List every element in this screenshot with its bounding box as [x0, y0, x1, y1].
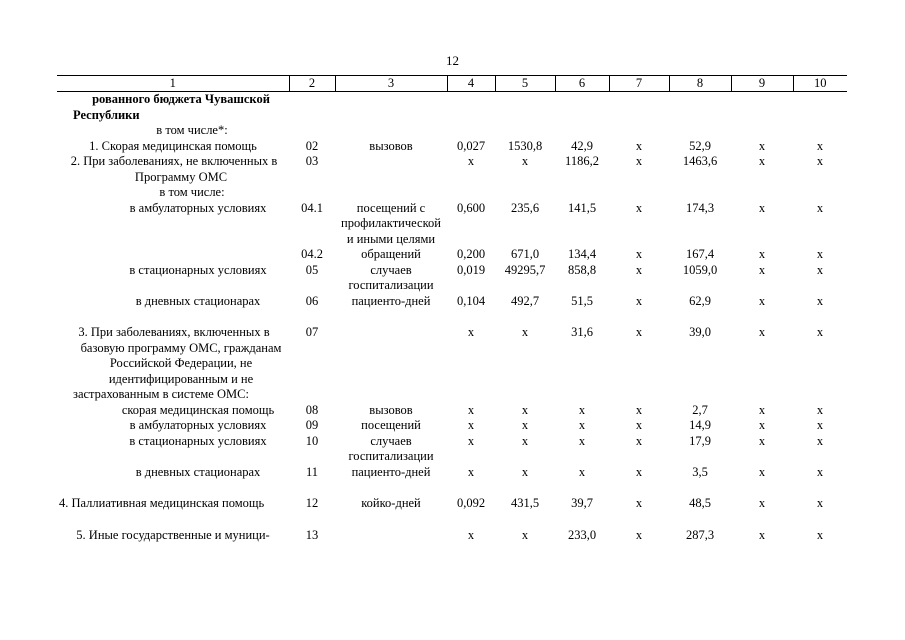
row-unit: [335, 325, 447, 403]
table-row: [57, 92, 847, 124]
table-row: [57, 294, 847, 310]
row-code: 04.1: [301, 200, 323, 215]
table-row: [57, 403, 847, 419]
row-unit: [335, 528, 447, 544]
row-unit: случаев госпитализации: [348, 433, 434, 463]
row-c9: х: [758, 464, 766, 479]
row-name: в том числе:: [159, 185, 225, 199]
col-header-4: 4: [447, 76, 495, 92]
row-c9: х: [758, 293, 766, 308]
row-c4: [447, 185, 495, 201]
row-c8: 1059,0: [682, 262, 718, 277]
col-header-8: 8: [669, 76, 731, 92]
row-code: 10: [305, 433, 319, 448]
row-c5: 492,7: [510, 293, 540, 308]
row-c7: х: [635, 402, 643, 417]
row-c8: 1463,6: [682, 154, 718, 168]
row-c8: 14,9: [689, 418, 711, 432]
row-code: 11: [305, 464, 319, 479]
row-c10: х: [816, 138, 824, 153]
row-c7: х: [635, 527, 643, 542]
row-code: 06: [305, 293, 319, 308]
row-c5: х: [521, 402, 529, 417]
row-name: рованного бюджета Чувашской Республики: [73, 92, 270, 122]
row-code: 13: [305, 527, 319, 542]
row-c8: 174,3: [685, 200, 715, 215]
row-c6: х: [578, 464, 586, 479]
row-code: 03: [305, 154, 319, 168]
table-row: [57, 185, 847, 201]
row-c8: 48,5: [689, 496, 711, 510]
row-c9: х: [758, 418, 766, 432]
col-header-10: 10: [793, 76, 847, 92]
row-unit: [335, 185, 447, 201]
row-c4: х: [467, 433, 475, 448]
row-name: 4. Паллиативная медицинская помощь: [59, 496, 265, 510]
row-c7: х: [635, 200, 643, 215]
row-c6: [555, 123, 609, 139]
row-c10: х: [816, 154, 824, 168]
row-c5: [495, 92, 555, 124]
row-c4: х: [467, 154, 475, 168]
row-name: 5. Иные государственные и муници-: [76, 527, 270, 542]
row-code: 07: [305, 325, 319, 339]
row-c6: 1186,2: [565, 154, 599, 168]
page-number: 12: [446, 53, 459, 68]
row-name: в дневных стационарах: [135, 293, 261, 308]
row-unit: вызовов: [369, 402, 413, 417]
row-c5: х: [521, 433, 529, 448]
row-c8: 62,9: [689, 293, 711, 308]
row-c6: 39,7: [571, 496, 593, 510]
table-row: [57, 528, 847, 544]
table-row: [57, 139, 847, 155]
table-row: [57, 247, 847, 263]
spacer-row: [57, 480, 847, 496]
row-c4: 0,104: [456, 293, 486, 308]
col-header-3: 3: [335, 76, 447, 92]
row-code: 08: [305, 402, 319, 417]
row-c4: [447, 123, 495, 139]
row-c9: [731, 185, 793, 201]
row-c8: [669, 123, 731, 139]
row-c6: [555, 185, 609, 201]
row-c4: 0,200: [456, 247, 486, 261]
row-c4: х: [467, 527, 475, 542]
row-unit: посещений с профилактической и иными целями: [341, 200, 441, 246]
column-number-header: [57, 76, 847, 92]
row-c8: 3,5: [692, 464, 708, 479]
row-c9: х: [758, 138, 766, 153]
row-c6: 134,4: [567, 247, 597, 261]
row-c5: 1530,8: [507, 138, 543, 153]
row-c5: х: [521, 418, 529, 432]
row-c6: х: [578, 418, 586, 432]
col-header-6: 6: [555, 76, 609, 92]
table-row: [57, 123, 847, 139]
row-c10: х: [816, 527, 824, 542]
col-header-2: 2: [289, 76, 335, 92]
row-c4: х: [467, 402, 475, 417]
row-c10: х: [816, 418, 824, 432]
row-c9: [731, 123, 793, 139]
row-c10: х: [816, 325, 824, 339]
row-c7: [609, 92, 669, 124]
row-c10: х: [816, 262, 824, 277]
row-c6: 31,6: [571, 325, 593, 339]
row-unit: [335, 92, 447, 124]
row-c5: 235,6: [510, 200, 540, 215]
row-c7: х: [635, 138, 643, 153]
row-name: [57, 247, 289, 263]
row-unit: случаев госпитализации: [348, 262, 434, 292]
row-c9: х: [758, 154, 766, 168]
row-name: 3. При заболеваниях, включенных в базовую программу ОМС, гражданам Российской Федерации, не идентифицированным и не застрахованным в системе ОМС:: [73, 325, 282, 401]
row-c7: х: [635, 464, 643, 479]
row-c9: х: [758, 247, 766, 261]
row-c7: х: [635, 262, 643, 277]
row-code: 02: [305, 138, 319, 153]
row-name: в стационарных условиях: [129, 433, 267, 448]
row-c5: 431,5: [510, 496, 540, 510]
row-c10: х: [816, 402, 824, 417]
row-unit: [335, 154, 447, 185]
row-c10: х: [816, 464, 824, 479]
row-c10: [793, 92, 847, 124]
row-c8: 167,4: [685, 247, 715, 261]
table-row: [57, 325, 847, 403]
row-code: [289, 185, 335, 201]
col-header-7: 7: [609, 76, 669, 92]
table-row: [57, 465, 847, 481]
row-c6: х: [578, 402, 586, 417]
row-unit: обращений: [361, 247, 421, 261]
row-c5: 671,0: [510, 247, 540, 261]
row-c7: х: [635, 293, 643, 308]
row-unit: койко-дней: [361, 496, 421, 510]
financing-table: [57, 75, 847, 543]
row-code: 12: [305, 496, 319, 510]
row-c7: х: [635, 433, 643, 448]
row-c10: х: [816, 293, 824, 308]
row-c10: [793, 123, 847, 139]
row-c4: 0,600: [456, 200, 486, 215]
row-code: 04.2: [301, 247, 323, 261]
row-c5: [495, 185, 555, 201]
col-header-1: 1: [57, 76, 289, 92]
col-header-9: 9: [731, 76, 793, 92]
col-header-5: 5: [495, 76, 555, 92]
row-c5: х: [521, 527, 529, 542]
row-c5: х: [521, 325, 529, 339]
row-c8: 2,7: [692, 402, 708, 417]
row-code: [289, 92, 335, 124]
row-c4: 0,027: [456, 138, 486, 153]
table-row: [57, 154, 847, 185]
row-c6: [555, 92, 609, 124]
row-name: 1. Скорая медицинская помощь: [89, 138, 257, 153]
row-unit: пациенто-дней: [351, 293, 431, 308]
row-c7: х: [635, 325, 643, 339]
table-row: [57, 201, 847, 248]
row-c7: х: [635, 418, 643, 432]
spacer-row: [57, 512, 847, 528]
row-c7: [609, 123, 669, 139]
row-c4: [447, 92, 495, 124]
spacer-row: [57, 309, 847, 325]
row-c9: [731, 92, 793, 124]
row-unit: вызовов: [369, 138, 413, 153]
row-c9: х: [758, 433, 766, 448]
row-c7: х: [635, 154, 643, 168]
row-unit: пациенто-дней: [351, 464, 431, 479]
row-c5: 49295,7: [504, 262, 546, 277]
row-c10: х: [816, 200, 824, 215]
row-name: в амбулаторных условиях: [129, 200, 267, 215]
row-c6: 141,5: [567, 200, 597, 215]
row-c8: 17,9: [689, 433, 711, 448]
row-c6: 233,0: [567, 527, 597, 542]
table-row: [57, 418, 847, 434]
row-c10: [793, 185, 847, 201]
row-name: в стационарных условиях: [129, 262, 267, 277]
row-c7: [609, 185, 669, 201]
row-code: 09: [305, 418, 319, 432]
table-row: [57, 496, 847, 512]
row-c10: х: [816, 433, 824, 448]
row-c6: х: [578, 433, 586, 448]
row-c9: х: [758, 325, 766, 339]
row-c9: х: [758, 496, 766, 510]
row-name: в амбулаторных условиях: [129, 418, 267, 432]
row-c4: х: [467, 418, 475, 432]
row-c4: х: [467, 325, 475, 339]
row-c4: 0,092: [456, 496, 486, 510]
row-c4: 0,019: [456, 262, 486, 277]
row-c8: 52,9: [689, 138, 711, 153]
row-c6: 51,5: [571, 293, 593, 308]
row-c7: х: [635, 247, 643, 261]
row-c10: х: [816, 496, 824, 510]
row-c10: х: [816, 247, 824, 261]
row-c8: 39,0: [689, 325, 711, 339]
row-code: 05: [305, 262, 319, 277]
row-c9: х: [758, 527, 766, 542]
row-unit: [335, 123, 447, 139]
row-c6: 858,8: [567, 262, 597, 277]
row-name: 2. При заболеваниях, не включенных в Программу ОМС: [70, 154, 278, 184]
row-c5: [495, 123, 555, 139]
row-name: в дневных стационарах: [135, 464, 261, 479]
table-row: [57, 263, 847, 294]
row-c9: х: [758, 402, 766, 417]
row-c6: 42,9: [571, 138, 593, 153]
row-c8: [669, 185, 731, 201]
row-c5: х: [521, 464, 529, 479]
row-name: в том числе*:: [156, 123, 228, 137]
row-code: [289, 123, 335, 139]
row-unit: посещений: [361, 418, 421, 432]
row-c9: х: [758, 262, 766, 277]
row-c5: х: [521, 154, 529, 168]
row-c7: х: [635, 496, 643, 510]
table-row: [57, 434, 847, 465]
row-name: скорая медицинская помощь: [121, 402, 275, 417]
row-c4: х: [467, 464, 475, 479]
row-c8: [669, 92, 731, 124]
row-c9: х: [758, 200, 766, 215]
row-c8: 287,3: [685, 527, 715, 542]
